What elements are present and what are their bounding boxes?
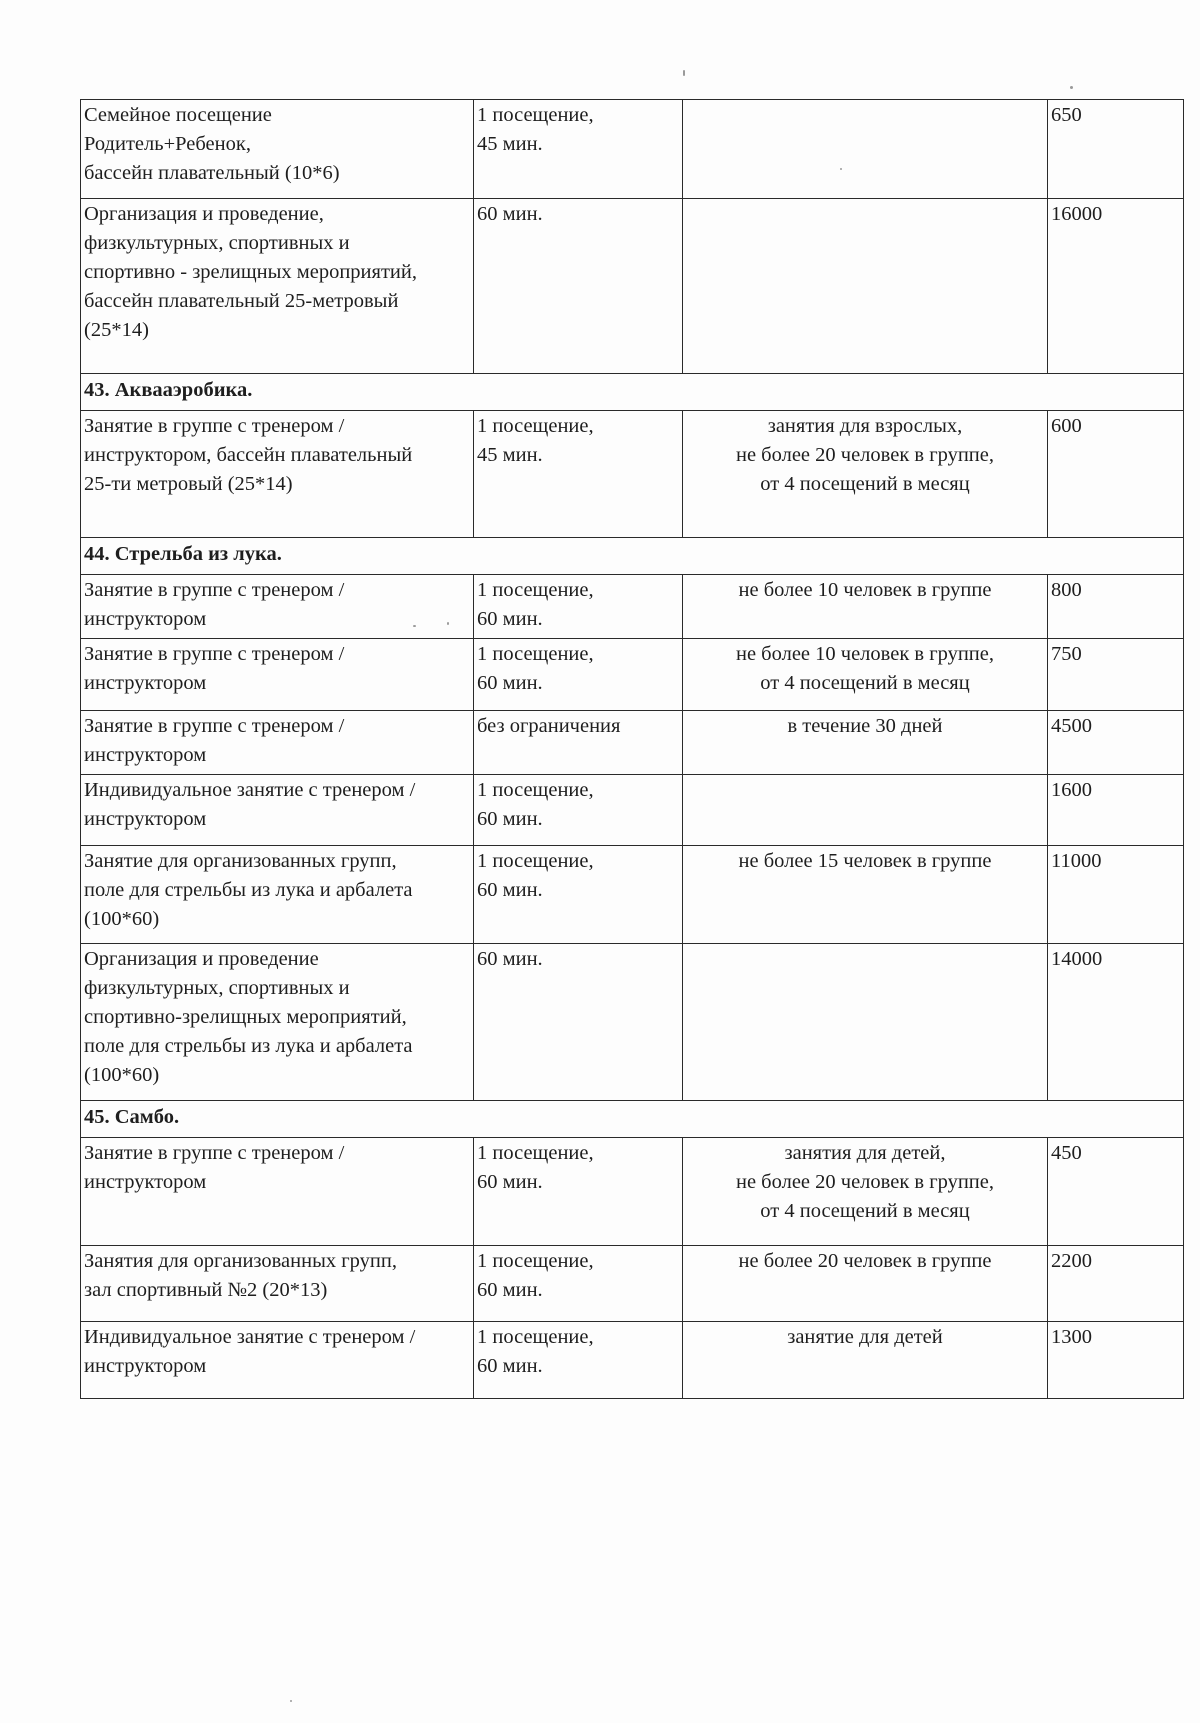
duration-cell bbox=[474, 846, 683, 944]
cell-line: в течение 30 дней bbox=[787, 715, 943, 737]
cell-line: Индивидуальное занятие с тренером / bbox=[84, 779, 416, 801]
cell-line: инструктором bbox=[84, 1355, 207, 1377]
cell-line: инструктором bbox=[84, 744, 207, 766]
service-name-cell bbox=[81, 100, 474, 199]
service-name-cell bbox=[81, 711, 474, 775]
duration-cell bbox=[474, 575, 683, 639]
cell-line: Индивидуальное занятие с тренером / bbox=[84, 1326, 416, 1348]
price-cell: 600 bbox=[1048, 411, 1184, 538]
note-cell bbox=[683, 100, 1048, 199]
section-title: 43. Аквааэробика. bbox=[81, 374, 1184, 411]
service-name-cell bbox=[81, 1138, 474, 1246]
cell-line: 1 посещение, bbox=[477, 104, 594, 126]
note-cell bbox=[683, 411, 1048, 538]
cell-line: не более 20 человек в группе bbox=[738, 1250, 992, 1272]
note-cell bbox=[683, 639, 1048, 711]
table-row bbox=[81, 846, 1184, 944]
service-name-cell bbox=[81, 411, 474, 538]
cell-line: не более 20 человек в группе, bbox=[735, 444, 995, 466]
duration-cell bbox=[474, 711, 683, 775]
note-cell bbox=[683, 711, 1048, 775]
cell-line: 1 посещение, bbox=[477, 1326, 594, 1348]
service-name-cell bbox=[81, 639, 474, 711]
cell-line: Занятие в группе с тренером / bbox=[84, 415, 345, 437]
duration-cell bbox=[474, 199, 683, 374]
cell-line: Занятие в группе с тренером / bbox=[84, 1142, 345, 1164]
cell-line: (100*60) bbox=[84, 908, 160, 930]
cell-line: 1 посещение, bbox=[477, 1250, 594, 1272]
cell-line: не более 20 человек в группе, bbox=[735, 1171, 995, 1193]
cell-line: инструктором bbox=[84, 1171, 207, 1193]
cell-line: 1 посещение, bbox=[477, 415, 594, 437]
cell-line: 60 мин. bbox=[477, 808, 543, 830]
service-name-cell bbox=[81, 575, 474, 639]
table-row bbox=[81, 775, 1184, 846]
cell-line: 60 мин. bbox=[477, 1171, 543, 1193]
table-row bbox=[81, 1246, 1184, 1322]
cell-line: (25*14) bbox=[84, 319, 149, 341]
price-cell: 800 bbox=[1048, 575, 1184, 639]
duration-cell bbox=[474, 1322, 683, 1399]
cell-line: без ограничения bbox=[477, 715, 621, 737]
cell-line: физкультурных, спортивных и bbox=[84, 232, 350, 254]
cell-line: 1 посещение, bbox=[477, 779, 594, 801]
cell-line: 45 мин. bbox=[477, 444, 543, 466]
cell-line: не более 15 человек в группе bbox=[738, 850, 992, 872]
price-cell: 14000 bbox=[1048, 944, 1184, 1101]
cell-line: занятия для детей, bbox=[784, 1142, 946, 1164]
table-row bbox=[81, 639, 1184, 711]
cell-line: бассейн плавательный 25-метровый bbox=[84, 290, 399, 312]
service-name-cell bbox=[81, 846, 474, 944]
table-row bbox=[81, 944, 1184, 1101]
cell-line: 60 мин. bbox=[477, 1279, 543, 1301]
price-cell: 450 bbox=[1048, 1138, 1184, 1246]
table-row bbox=[81, 1138, 1184, 1246]
duration-cell bbox=[474, 411, 683, 538]
cell-line: (100*60) bbox=[84, 1064, 160, 1086]
cell-line: Занятие в группе с тренером / bbox=[84, 715, 345, 737]
note-cell bbox=[683, 575, 1048, 639]
cell-line: поле для стрельбы из лука и арбалета bbox=[84, 1035, 413, 1057]
note-cell bbox=[683, 944, 1048, 1101]
table-row bbox=[81, 411, 1184, 538]
cell-line: Организация и проведение, bbox=[84, 203, 324, 225]
duration-cell bbox=[474, 1138, 683, 1246]
cell-line: физкультурных, спортивных и bbox=[84, 977, 350, 999]
cell-line: 60 мин. bbox=[477, 672, 543, 694]
price-cell: 1600 bbox=[1048, 775, 1184, 846]
cell-line: 45 мин. bbox=[477, 133, 543, 155]
price-cell: 2200 bbox=[1048, 1246, 1184, 1322]
price-cell: 650 bbox=[1048, 100, 1184, 199]
section-row bbox=[81, 538, 1184, 575]
section-row bbox=[81, 374, 1184, 411]
cell-line: инструктором bbox=[84, 608, 207, 630]
cell-line: Родитель+Ребенок, bbox=[84, 133, 251, 155]
cell-line: 60 мин. bbox=[477, 879, 543, 901]
cell-line: поле для стрельбы из лука и арбалета bbox=[84, 879, 413, 901]
table-row bbox=[81, 1322, 1184, 1399]
cell-line: 1 посещение, bbox=[477, 850, 594, 872]
note-cell bbox=[683, 1246, 1048, 1322]
cell-line: 1 посещение, bbox=[477, 643, 594, 665]
service-name-cell bbox=[81, 775, 474, 846]
cell-line: инструктором, бассейн плавательный bbox=[84, 444, 413, 466]
section-row bbox=[81, 1101, 1184, 1138]
cell-line: Семейное посещение bbox=[84, 104, 272, 126]
duration-cell bbox=[474, 775, 683, 846]
note-cell bbox=[683, 1138, 1048, 1246]
service-name-cell bbox=[81, 1246, 474, 1322]
table-row bbox=[81, 199, 1184, 374]
section-title: 44. Стрельба из лука. bbox=[81, 538, 1184, 575]
cell-line: занятия для взрослых, bbox=[767, 415, 963, 437]
duration-cell bbox=[474, 639, 683, 711]
cell-line: зал спортивный №2 (20*13) bbox=[84, 1279, 328, 1301]
cell-line: 25-ти метровый (25*14) bbox=[84, 473, 293, 495]
cell-line: 60 мин. bbox=[477, 948, 543, 970]
note-cell bbox=[683, 199, 1048, 374]
table-row bbox=[81, 711, 1184, 775]
cell-line: 1 посещение, bbox=[477, 579, 594, 601]
price-cell: 750 bbox=[1048, 639, 1184, 711]
price-cell: 1300 bbox=[1048, 1322, 1184, 1399]
price-cell: 11000 bbox=[1048, 846, 1184, 944]
cell-line: Занятие для организованных групп, bbox=[84, 850, 397, 872]
service-name-cell bbox=[81, 1322, 474, 1399]
service-name-cell bbox=[81, 199, 474, 374]
cell-line: Занятие в группе с тренером / bbox=[84, 579, 345, 601]
cell-line: инструктором bbox=[84, 808, 207, 830]
table-row bbox=[81, 575, 1184, 639]
cell-line: Организация и проведение bbox=[84, 948, 319, 970]
duration-cell bbox=[474, 100, 683, 199]
duration-cell bbox=[474, 944, 683, 1101]
cell-line: бассейн плавательный (10*6) bbox=[84, 162, 340, 184]
cell-line: 60 мин. bbox=[477, 608, 543, 630]
cell-line: занятие для детей bbox=[787, 1326, 943, 1348]
note-cell bbox=[683, 846, 1048, 944]
cell-line: Занятия для организованных групп, bbox=[84, 1250, 397, 1272]
cell-line: от 4 посещений в месяц bbox=[760, 473, 970, 495]
cell-line: 60 мин. bbox=[477, 203, 543, 225]
cell-line: спортивно - зрелищных мероприятий, bbox=[84, 261, 417, 283]
price-cell: 4500 bbox=[1048, 711, 1184, 775]
cell-line: 60 мин. bbox=[477, 1355, 543, 1377]
cell-line: 1 посещение, bbox=[477, 1142, 594, 1164]
cell-line: не более 10 человек в группе, bbox=[735, 643, 995, 665]
service-name-cell bbox=[81, 944, 474, 1101]
note-cell bbox=[683, 775, 1048, 846]
cell-line: не более 10 человек в группе bbox=[738, 579, 992, 601]
price-cell: 16000 bbox=[1048, 199, 1184, 374]
price-table bbox=[80, 99, 1184, 1399]
cell-line: Занятие в группе с тренером / bbox=[84, 643, 345, 665]
duration-cell bbox=[474, 1246, 683, 1322]
cell-line: инструктором bbox=[84, 672, 207, 694]
cell-line: от 4 посещений в месяц bbox=[760, 672, 970, 694]
cell-line: от 4 посещений в месяц bbox=[760, 1200, 970, 1222]
note-cell bbox=[683, 1322, 1048, 1399]
cell-line: спортивно-зрелищных мероприятий, bbox=[84, 1006, 407, 1028]
table-row bbox=[81, 100, 1184, 199]
section-title: 45. Самбо. bbox=[81, 1101, 1184, 1138]
